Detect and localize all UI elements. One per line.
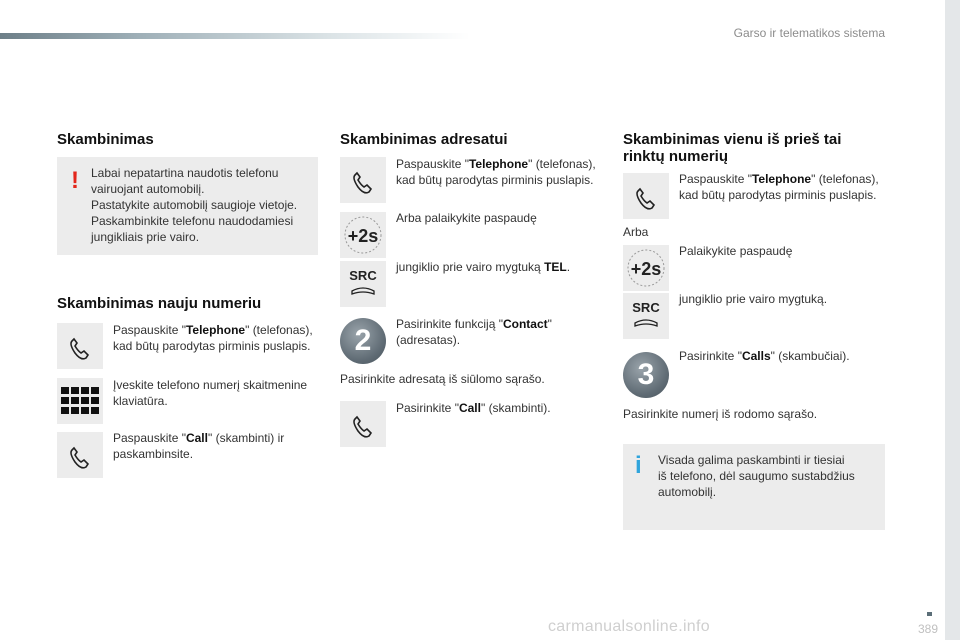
page-marker	[927, 612, 932, 616]
call-button-icon-box	[57, 432, 103, 478]
page-number: 389	[917, 622, 938, 636]
phone-button-icon-box	[340, 157, 386, 203]
hold-2s-icon-box	[623, 245, 669, 291]
phone-button-icon-box	[57, 323, 103, 369]
two-seconds-label: +2s	[347, 226, 379, 246]
col1-step3-text: Paspauskite "Call" (skambinti) ir paskambinsite.	[113, 431, 285, 461]
header-gradient-bar	[0, 33, 470, 39]
call-button-icon-box	[340, 401, 386, 447]
col3-title: Skambinimas vienu iš prieš tai rinktų numerių	[623, 131, 842, 165]
phone-icon	[57, 323, 103, 369]
src-button-icon-box	[623, 293, 669, 339]
col2-call-text: Pasirinkite "Call" (skambinti).	[396, 401, 551, 415]
phone-hook-icon	[340, 261, 386, 307]
phone-icon	[340, 401, 386, 447]
col3-switch-text: jungiklio prie vairo mygtuką.	[679, 292, 828, 306]
col3-step1-text: Paspauskite "Telephone" (telefonas), kad būtų parodytas pirminis puslapis.	[679, 172, 879, 202]
step-badge-2: 2	[340, 318, 386, 364]
src-label: SRC	[349, 268, 377, 283]
info-icon: i	[635, 452, 642, 479]
col1-title: Skambinimas	[57, 131, 154, 148]
phone-hook-icon	[623, 293, 669, 339]
phone-icon	[623, 173, 669, 219]
keypad-icon	[57, 378, 103, 424]
page-edge-bar	[945, 0, 960, 640]
warning-icon: !	[71, 167, 79, 194]
col1-step1-text: Paspauskite "Telephone" (telefonas), kad būtų parodytas pirminis puslapis.	[113, 323, 313, 353]
col2-choose-text: Pasirinkite adresatą iš siūlomo sąrašo.	[340, 372, 545, 386]
src-button-icon-box	[340, 261, 386, 307]
col3-calls-text: Pasirinkite "Calls" (skambučiai).	[679, 349, 850, 363]
col3-choose-text: Pasirinkite numerį iš rodomo sąrašo.	[623, 407, 818, 421]
col3-hold-text: Palaikykite paspaudę	[679, 244, 793, 258]
col1-step2-text: Įveskite telefono numerį skaitmenine klaviatūra.	[113, 378, 308, 408]
col2-tel-text: jungiklio prie vairo mygtuką TEL.	[396, 260, 571, 274]
col2-contact-text: Pasirinkite funkciją "Contact" (adresatas).	[396, 317, 552, 347]
watermark: carmanualsonline.info	[548, 618, 710, 635]
step-badge-3: 3	[623, 352, 669, 398]
phone-button-icon-box	[623, 173, 669, 219]
keypad-icon-box	[57, 378, 103, 424]
warning-box	[57, 157, 318, 255]
info-text: Visada galima paskambinti ir tiesiai iš telefono, dėl saugumo sustabdžius automobilį.	[658, 453, 855, 499]
two-seconds-label: +2s	[630, 259, 662, 279]
col2-step1-text: Paspauskite "Telephone" (telefonas), kad būtų parodytas pirminis puslapis.	[396, 157, 596, 187]
col2-hold-text: Arba palaikykite paspaudę	[396, 211, 537, 225]
warning-text: Labai nepatartina naudotis telefonu vairuojant automobilį. Pastatykite automobilį saugioje vietoje. Paskambinkite telefonu naudodamiesi jungikliais prie vairo.	[91, 166, 298, 244]
phone-icon	[340, 157, 386, 203]
col1-subtitle: Skambinimas nauju numeriu	[57, 295, 262, 312]
hold-2s-icon-box	[340, 212, 386, 258]
section-title: Garso ir telematikos sistema	[733, 26, 885, 40]
src-label: SRC	[632, 300, 660, 315]
info-box	[623, 444, 885, 530]
phone-icon	[57, 432, 103, 478]
col3-or-text: Arba	[623, 225, 649, 239]
col2-title: Skambinimas adresatui	[340, 131, 508, 148]
